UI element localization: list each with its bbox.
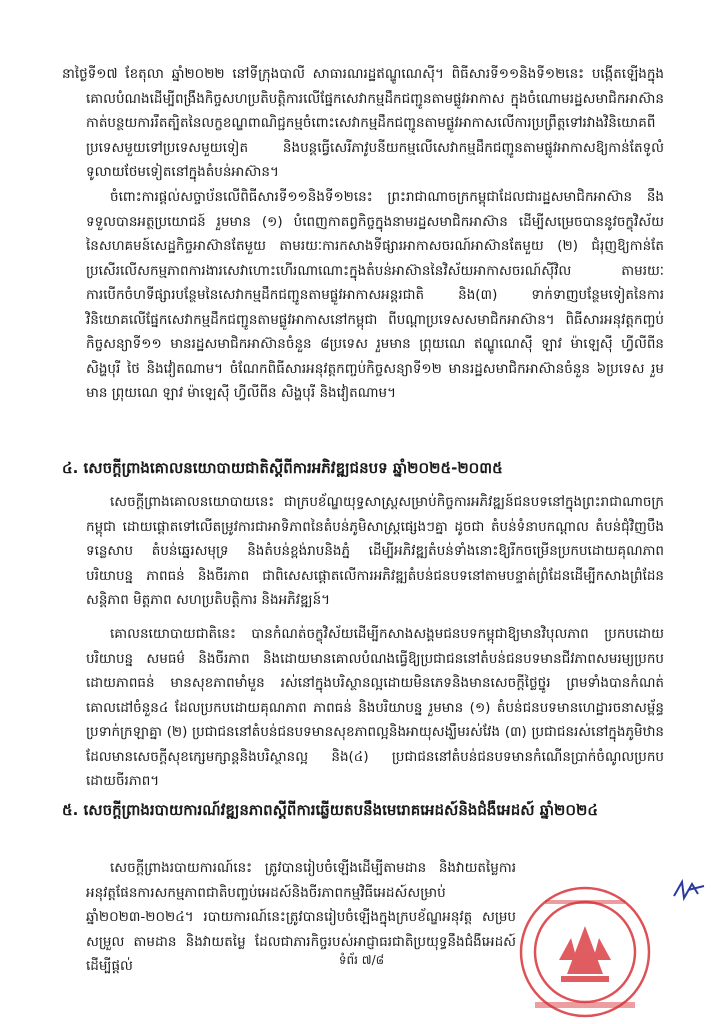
paragraph-benefits: ចំពោះការផ្តល់សច្ចាប័នលើពិធីសារទី១១និងទី១២នេះ ព្រះរាជាណាចក្រកម្ពុជាដែលជារដ្ឋសមាជិកអាស៊ាន នឹងទទួលបានអត្ថប្រយោជន៍ រួមមាន (១) បំពេញកាតព្វកិច្ចក្នុងនាមរដ្ឋសមាជិកអាស៊ាន ដើម្បីសម្រេចបាននូវចក្ខុវិស័យនៃសហគមន៍សេដ្ឋកិច្ចអាស៊ានតែមួយ តាមរយៈការកសាងទីផ្សារអាកាសចរណ៍អាស៊ានតែមួយ (២) ជំរុញឱ្យកាន់តែប្រសើរលើសកម្មភាពការងារសេវាហោះហើរណាណោះក្នុងតំបន់អាស៊ាននៃវិស័យអាកាសចរណ៍ស៊ីវិល តាមរយៈការបើកចំហទីផ្សារបន្ថែមនៃសេវាកម្មដឹកជញ្ជូនតាមផ្លូវអាកាសអន្តរជាតិ និង(៣) ទាក់ទាញបន្ថែមទៀតនៃការវិនិយោគលើផ្នែកសេវាកម្មដឹកជញ្ជូនតាមផ្លូវអាកាសនៅកម្ពុជា ពីបណ្តាប្រទេសសមាជិកអាស៊ាន។ ពិធីសារអនុវត្តកញ្ចប់កិច្ចសន្យាទី១១ មានរដ្ឋសមាជិកអាស៊ានចំនួន ៨ប្រទេស រួមមាន ព្រុយណេ ឥណ្ឌូណេស៊ី ឡាវ ម៉ាឡេស៊ី ហ្វីលីពីន សិង្ហបុរី ថៃ និងវៀតណាម។ ចំណែកពិធីសារអនុវត្តកញ្ចប់កិច្ចសន្យាទី១២ មានរដ្ឋសមាជិកអាស៊ានចំនួន ៦ប្រទេស រួមមាន ព្រុយណេ ឡាវ ម៉ាឡេស៊ី ហ្វីលីពីន សិង្ហបុរី និងវៀតណាម។ (86, 189, 664, 401)
paragraph-rural-policy: សេចក្តីព្រាងគោលនយោបាយនេះ ជាក្របខ័ណ្ឌយុទ្ធសាស្ត្រសម្រាប់កិច្ចការអភិវឌ្ឍន៍ជនបទនៅក្នុងព្រះរាជាណាចក្រកម្ពុជា ដោយផ្តោតទៅលើតម្រូវការជាអាទិភាពនៃតំបន់ភូមិសាស្ត្រផ្សេងៗគ្នា ដូចជា តំបន់ទំនាបកណ្តាល តំបន់ជុំវិញបឹងទន្លេសាប តំបន់ឆ្នេរសមុទ្រ និងតំបន់ខ្ពង់រាបនិងភ្នំ ដើម្បីអភិវឌ្ឍតំបន់ទាំងនោះឱ្យរីកចម្រើនប្រកបដោយគុណភាព បរិយាបន្ន ភាពធន់ និងចីរភាព ជាពិសេសផ្តោតលើការអភិវឌ្ឍតំបន់ជនបទនៅតាមបន្ទាត់ព្រំដែនដើម្បីកសាងព្រំដែនសន្តិភាព មិត្តភាព សហប្រតិបត្តិការ និងអភិវឌ្ឍន៍។ (86, 494, 664, 608)
section-heading-5: ៥. សេចក្តីព្រាងរបាយការណ៍វឌ្ឍនភាពស្តីពីការឆ្លើយតបនឹងមេរោគអេដស៍និងជំងឺអេដស៍ ឆ្នាំ២០២៤ (62, 801, 598, 819)
signature-mark (668, 876, 708, 904)
section-heading-4: ៤. សេចក្តីព្រាងគោលនយោបាយជាតិស្តីពីការអភិវឌ្ឍជនបទ ឆ្នាំ២០២៥-២០៣៥ (62, 459, 503, 477)
paragraph-aids-report: សេចក្តីព្រាងរបាយការណ៍នេះ ត្រូវបានរៀបចំឡើងដើម្បីតាមដាន និងវាយតម្លៃការអនុវត្តផែនការសកម្មភាពជាតិបញ្ចប់អេដស៍និងចីរភាពកម្មវិធីអេដស៍សម្រាប់ឆ្នាំ២០២៣-២០២៤។ របាយការណ៍នេះត្រូវបានរៀបចំឡើងក្នុងក្របខ័ណ្ឌអនុវត្ត សម្របសម្រួល តាមដាន និងវាយតម្លៃ ដែលជាភារកិច្ចរបស់អាជ្ញាធរជាតិប្រយុទ្ធនឹងជំងឺអេដស៍ ដើម្បីផ្តល់ (86, 860, 516, 974)
paragraph-rural-vision: គោលនយោបាយជាតិនេះ បានកំណត់ចក្ខុវិស័យដើម្បីកសាងសង្គមជនបទកម្ពុជាឱ្យមានវិបុលភាព ប្រកបដោយបរិយាបន្ន សមធម៌ និងចីរភាព និងដោយមានគោលបំណងធ្វើឱ្យប្រជាជននៅតំបន់ជនបទមានជីវភាពសមរម្យប្រកបដោយភាពធន់ មានសុខភាពមាំមួន រស់នៅក្នុងបរិស្ថានល្អដោយមិនភេទនិងមានសេចក្តីថ្លៃថ្នូរ ព្រមទាំងបានកំណត់គោលដៅចំនួន៤ ដែលប្រកបដោយគុណភាព ភាពធន់ និងបរិយាបន្ន រួមមាន (១) តំបន់ជនបទមានហេដ្ឋារចនាសម្ព័ន្ធប្រទាក់ក្រឡាគ្នា (២) ប្រជាជននៅតំបន់ជនបទមានសុខភាពល្អនិងអាយុសង្ឃឹមរស់វែង (៣) ប្រជាជនរស់នៅក្នុងភូមិឋានដែលមានសេចក្តីសុខក្សេមក្សាន្តនិងបរិស្ថានល្អ និង(៤) ប្រជាជននៅតំបន់ជនបទមានកំណើនប្រាក់ចំណូលប្រកបដោយចីរភាព។ (86, 626, 664, 789)
page-number: ទំព័រ ៧/៨ (338, 953, 385, 967)
paragraph-continuation: នាថ្ងៃទី១៧ ខែតុលា ឆ្នាំ២០២២ នៅទីក្រុងបាលី សាធារណរដ្ឋឥណ្ឌូណេស៊ី។ ពិធីសារទី១១និងទី១២នេះ បង្កើតឡើងក្នុងគោលបំណងដើម្បីពង្រឹងកិច្ចសហប្រតិបត្តិការលើផ្នែកសេវាកម្មដឹកជញ្ជូនតាមផ្លូវអាកាស ក្នុងចំណោមរដ្ឋសមាជិកអាស៊ាន កាត់បន្ថយការរឹតត្បិតនៃលក្ខខណ្ឌពាណិជ្ជកម្មចំពោះសេវាកម្មដឹកជញ្ជូនតាមផ្លូវអាកាសលើការប្រព្រឹត្តទៅរវាងវិនិយោគពីប្រទេសមួយទៅប្រទេសមួយទៀត និងបន្តធ្វើសេរីភាវូបនីយកម្មលើសេវាកម្មដឹកជញ្ជូនតាមផ្លូវអាកាសឱ្យកាន់តែទូលំទូលាយថែមទៀតនៅក្នុងតំបន់អាស៊ាន។ (62, 66, 664, 180)
official-seal-stamp (505, 878, 665, 1018)
